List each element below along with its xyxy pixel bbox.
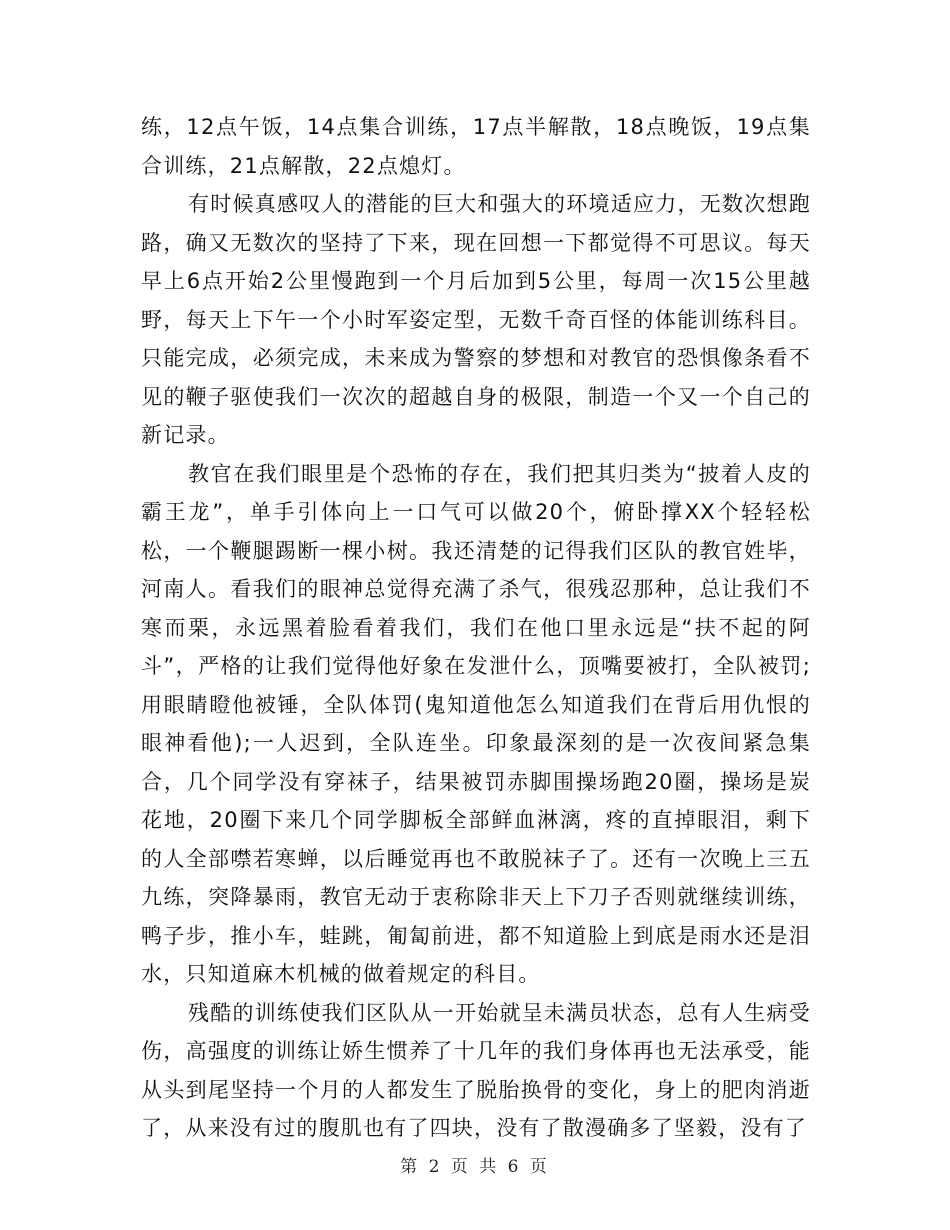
paragraph-training-result: 残酷的训练使我们区队从一开始就呈未满员状态，总有人生病受伤，高强度的训练让娇生惯养了十几年的我们身体再也无法承受，能从头到尾坚持一个月的人都发生了脱胎换骨的变化，身上的肥肉消逝了，从来没有过的腹肌也有了四块，没有了散漫确多了坚毅，没有了: [141, 1000, 811, 1140]
paragraph-potential: 有时候真感叹人的潜能的巨大和强大的环境适应力，无数次想跑路，确又无数次的坚持了下来，现在回想一下都觉得不可思议。每天早上6点开始2公里慢跑到一个月后加到5公里，每周一次15公里越野，每天上下午一个小时军姿定型，无数千奇百怪的体能训练科目。只能完成，必须完成，未来成为警察的梦想和对教官的恐惧像条看不见的鞭子驱使我们一次次的超越自身的极限，制造一个又一个自己的新记录。: [141, 192, 811, 447]
page-footer: 第 2 页 共 6 页: [400, 1157, 550, 1177]
paragraph-continuation: 练，12点午饭，14点集合训练，17点半解散，18点晚饭，19点集合训练，21点解散，22点熄灯。: [141, 115, 811, 178]
document-page: [141, 108, 811, 1148]
paragraph-instructor: 教官在我们眼里是个恐怖的存在，我们把其归类为“披着人皮的霸王龙”，单手引体向上一口气可以做20个，俯卧撑XX个轻轻松松，一个鞭腿踢断一棵小树。我还清楚的记得我们区队的教官姓毕，河南人。看我们的眼神总觉得充满了杀气，很残忍那种，总让我们不寒而栗，永远黑着脸看着我们，我们在他口里永远是“扶不起的阿斗”，严格的让我们觉得他好象在发泄什么，顶嘴要被打，全队被罚;用眼睛瞪他被锤，全队体罚(鬼知道他怎么知道我们在背后用仇恨的眼神看他);一人迟到，全队连坐。印象最深刻的是一次夜间紧急集合，几个同学没有穿袜子，结果被罚赤脚围操场跑20圈，操场是炭花地，20圈下来几个同学脚板全部鲜血淋漓，疼的直掉眼泪，剩下的人全部噤若寒蝉，以后睡觉再也不敢脱袜子了。还有一次晚上三五九练，突降暴雨，教官无动于衷称除非天上下刀子否则就继续训练，鸭子步，推小车，蛙跳，匍匐前进，都不知道脸上到底是雨水还是泪水，只知道麻木机械的做着规定的科目。: [141, 461, 811, 986]
